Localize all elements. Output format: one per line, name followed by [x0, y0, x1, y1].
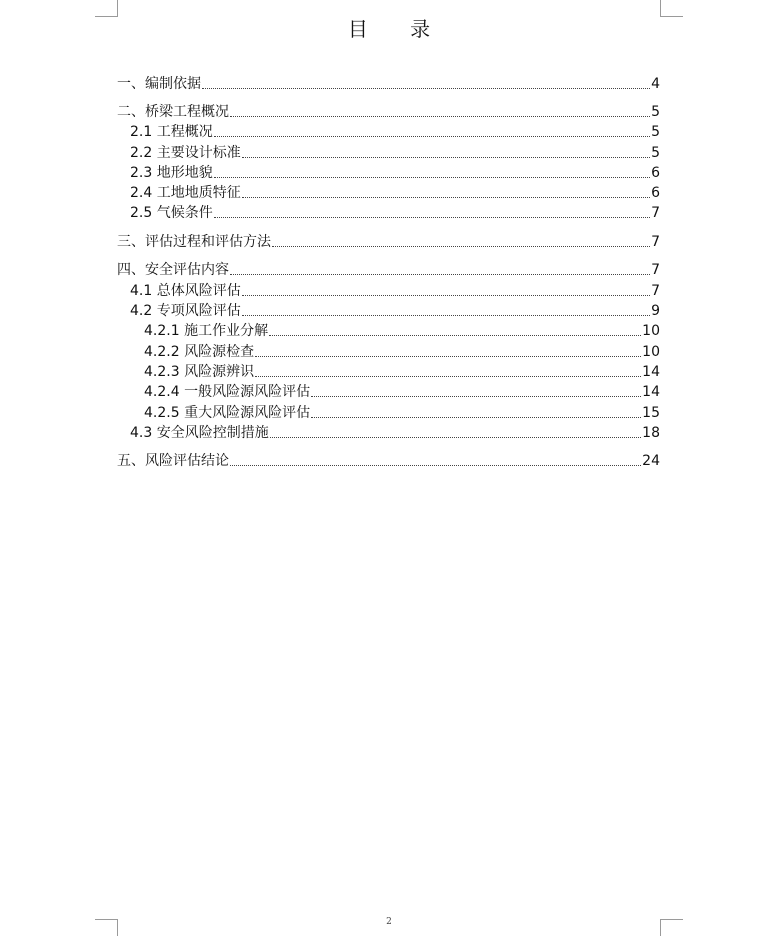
page-title: 目 录	[347, 17, 449, 41]
toc-entry[interactable]	[117, 362, 660, 382]
toc-entry[interactable]	[117, 142, 660, 162]
toc-entry[interactable]	[117, 203, 660, 223]
toc-entry-label: 三、评估过程和评估方法	[117, 233, 271, 250]
toc-entry-page: 4	[651, 75, 660, 92]
toc-leader-dots	[230, 274, 650, 275]
toc-entry-label: 2.1 工程概况	[130, 124, 213, 141]
toc-leader-dots	[255, 376, 641, 377]
toc-entry-label: 2.3 地形地貌	[130, 164, 213, 181]
page-number: 2	[386, 917, 392, 927]
toc-leader-dots	[270, 437, 641, 438]
toc-entry-page: 14	[642, 384, 660, 401]
toc-leader-dots	[269, 335, 641, 336]
toc-entry[interactable]	[117, 122, 660, 142]
toc-entry[interactable]	[117, 321, 660, 341]
toc-entry-label: 一、编制依据	[117, 75, 201, 92]
toc-leader-dots	[202, 88, 650, 89]
toc-entry[interactable]	[117, 382, 660, 402]
toc-entry[interactable]	[117, 280, 660, 300]
toc-entry-label: 4.2.2 风险源检查	[144, 343, 255, 360]
toc-entry-label: 4.1 总体风险评估	[130, 282, 241, 299]
toc-entry-page: 15	[642, 404, 660, 421]
toc-entry[interactable]	[117, 402, 660, 422]
toc-entry-page: 10	[642, 343, 660, 360]
toc-entry[interactable]	[117, 223, 660, 252]
toc-entry-label: 2.2 主要设计标准	[130, 144, 241, 161]
toc-entry-label: 4.2 专项风险评估	[130, 303, 241, 320]
toc-entry-page: 6	[651, 185, 660, 202]
toc-entry-page: 5	[651, 124, 660, 141]
toc-entry-page: 6	[651, 164, 660, 181]
toc-entry[interactable]	[117, 341, 660, 361]
toc-leader-dots	[214, 136, 650, 137]
toc-leader-dots	[214, 217, 650, 218]
toc-entry-page: 10	[642, 323, 660, 340]
toc-leader-dots	[311, 417, 641, 418]
toc-leader-dots	[230, 465, 641, 466]
toc-entry-label: 四、安全评估内容	[117, 262, 229, 279]
toc-leader-dots	[272, 246, 650, 247]
toc-entry[interactable]	[117, 252, 660, 281]
toc-entry-page: 5	[651, 144, 660, 161]
toc-entry-page: 18	[642, 424, 660, 441]
toc-leader-dots	[214, 177, 650, 178]
toc-entry[interactable]	[117, 301, 660, 321]
toc-entry-label: 4.2.1 施工作业分解	[144, 323, 269, 340]
toc-leader-dots	[230, 116, 650, 117]
toc-leader-dots	[242, 295, 650, 296]
toc-entry-label: 4.3 安全风险控制措施	[130, 424, 269, 441]
toc-entry-page: 14	[642, 363, 660, 380]
toc-entry-label: 2.5 气候条件	[130, 205, 213, 222]
toc-entry[interactable]	[117, 65, 660, 94]
toc-entry-page: 24	[642, 453, 660, 470]
toc-leader-dots	[242, 315, 650, 316]
toc-entry[interactable]	[117, 94, 660, 123]
toc-entry-page: 9	[651, 303, 660, 320]
toc-entry-label: 五、风险评估结论	[117, 453, 229, 470]
toc-entry[interactable]	[117, 443, 660, 472]
toc-entry-label: 二、桥梁工程概况	[117, 104, 229, 120]
toc-leader-dots	[255, 356, 641, 357]
toc-leader-dots	[242, 157, 650, 158]
toc-entry-label: 4.2.3 风险源辨识	[144, 363, 255, 380]
toc-entry-page: 5	[651, 104, 660, 120]
toc-entry[interactable]	[117, 163, 660, 183]
toc-entry-page: 7	[651, 282, 660, 299]
toc-entry-label: 4.2.5 重大风险源风险评估	[144, 404, 311, 421]
toc-entry-page: 7	[651, 262, 660, 279]
toc-entry-page: 7	[651, 233, 660, 250]
toc-leader-dots	[311, 396, 641, 397]
toc-entry[interactable]	[117, 183, 660, 203]
toc-entry[interactable]	[117, 423, 660, 443]
toc-entry-label: 4.2.4 一般风险源风险评估	[144, 384, 311, 401]
toc-leader-dots	[242, 197, 650, 198]
table-of-contents	[117, 65, 660, 471]
toc-entry-label: 2.4 工地地质特征	[130, 185, 241, 202]
toc-entry-page: 7	[651, 205, 660, 222]
